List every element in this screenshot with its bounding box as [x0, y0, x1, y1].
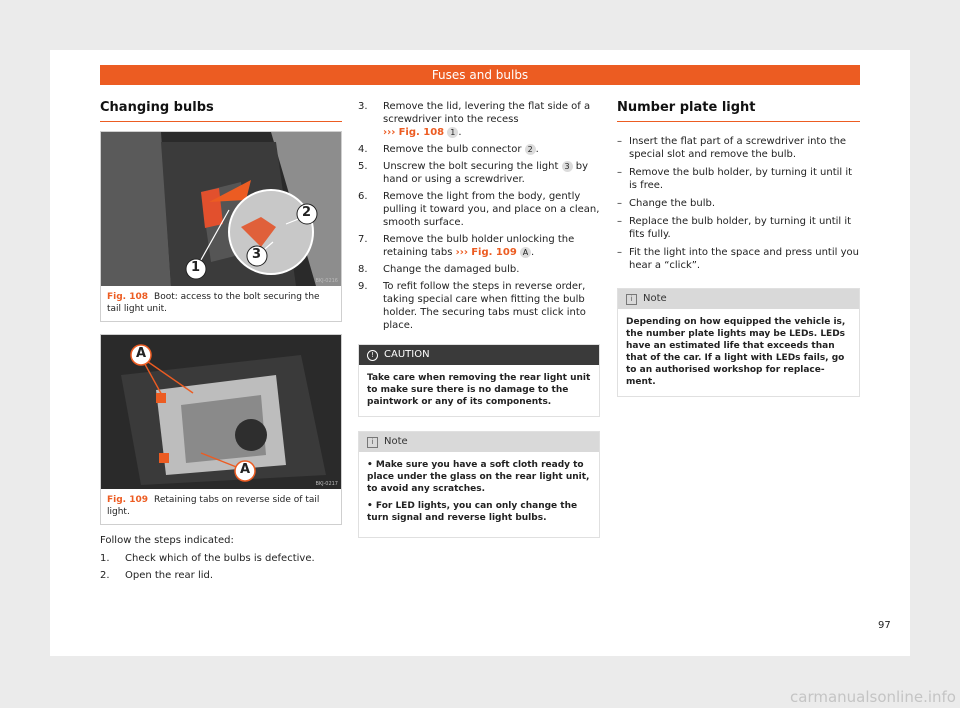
- callout-2: 2: [302, 205, 312, 220]
- step-item: [358, 233, 600, 259]
- cross-ref-arrow: ›››: [383, 127, 396, 138]
- callout-3: 3: [252, 247, 262, 262]
- step-text: Remove the lid, levering the flat side of a screwdriver into the recess: [383, 101, 591, 125]
- step-text: Remove the bulb holder unlocking the retaining tabs: [383, 234, 575, 258]
- step-number: 7.: [358, 234, 368, 245]
- page-number: 97: [878, 620, 891, 631]
- list-item-text: Fit the light into the space and press until you hear a “click”.: [629, 247, 859, 271]
- figure-108-image: [101, 132, 341, 286]
- watermark: carmanualsonline.info: [790, 688, 956, 706]
- dash-marker: –: [617, 247, 622, 258]
- figure-code: BKJ-0216: [315, 278, 338, 284]
- middle-column: [358, 100, 600, 538]
- callout-badge: 3: [562, 161, 573, 172]
- callout-a-bottom: A: [240, 462, 251, 477]
- callout-badge: A: [520, 247, 531, 258]
- note-item: [367, 500, 591, 524]
- caution-header: [359, 345, 599, 365]
- note-title: Note: [384, 436, 408, 447]
- section-title: Number plate light: [617, 100, 860, 122]
- callout-a-top: A: [136, 346, 147, 361]
- info-icon: i: [367, 437, 378, 448]
- steps-list-middle: [358, 100, 600, 332]
- list-item: [617, 166, 860, 192]
- list-item-text: Remove the bulb holder, by turning it until it is free.: [629, 167, 853, 191]
- step-item: [100, 552, 342, 565]
- step-item: [358, 143, 600, 156]
- figure-caption-text: Retaining tabs on reverse side of tail light.: [107, 495, 320, 517]
- note-item-text: Make sure you have a soft cloth ready to place under the glass on the rear light unit, to avoid any scratches.: [367, 460, 590, 494]
- caution-title: CAUTION: [384, 349, 430, 360]
- cross-ref-arrow: ›››: [455, 247, 469, 258]
- note-body: [359, 452, 599, 537]
- right-column: [617, 100, 860, 397]
- step-text: Remove the light from the body, gently pulling it toward you, and place on a clean, smooth surface.: [383, 191, 600, 228]
- note-box: [358, 431, 600, 538]
- step-end: .: [458, 127, 462, 138]
- caution-box: [358, 344, 600, 417]
- note-item: [367, 459, 591, 495]
- step-item: [358, 100, 600, 139]
- figure-108: [100, 131, 342, 322]
- step-end: .: [530, 247, 535, 258]
- figure-label: Fig. 109: [107, 495, 149, 505]
- step-number: 1.: [100, 553, 110, 564]
- step-text: Check which of the bulbs is defective.: [125, 553, 315, 564]
- callout-badge: 1: [447, 127, 458, 138]
- list-item-text: Change the bulb.: [629, 198, 716, 209]
- dash-marker: –: [617, 216, 622, 227]
- step-item: [100, 569, 342, 582]
- section-banner: Fuses and bulbs: [100, 65, 860, 85]
- step-end: by hand or using a screwdriver.: [383, 161, 589, 185]
- steps-list-left: [100, 552, 342, 582]
- step-item: [358, 160, 600, 186]
- figure-109-caption: [101, 489, 341, 524]
- dash-list: [617, 135, 860, 272]
- step-end: .: [535, 144, 539, 155]
- step-number: 2.: [100, 570, 110, 581]
- step-number: 5.: [358, 161, 368, 172]
- list-item-text: Insert the flat part of a screwdriver into the special slot and remove the bulb.: [629, 136, 847, 160]
- figure-code: BKJ-0217: [315, 481, 338, 487]
- bullet: •: [367, 460, 373, 470]
- step-item: [358, 190, 600, 229]
- callout-1: 1: [191, 260, 201, 275]
- dash-marker: –: [617, 167, 622, 178]
- list-item-text: Replace the bulb holder, by turning it until it fits fully.: [629, 216, 852, 240]
- warning-icon: !: [367, 350, 378, 361]
- step-number: 6.: [358, 191, 368, 202]
- figure-109: [100, 334, 342, 525]
- note-box: [617, 288, 860, 397]
- figure-reference-link[interactable]: Fig. 109: [471, 247, 517, 258]
- list-item: [617, 215, 860, 241]
- note-text: Depending on how equipped the vehicle is, the number plate lights may be LEDs. LEDs have an estimated life that exceeds than that of the car. If a light with LEDs fails, go to an authorised workshop for replace-ment.: [626, 317, 846, 387]
- step-text: Open the rear lid.: [125, 570, 214, 581]
- step-item: [358, 280, 600, 332]
- step-number: 8.: [358, 264, 368, 275]
- intro-text: Follow the steps indicated:: [100, 535, 234, 546]
- step-item: [358, 263, 600, 276]
- step-text: Unscrew the bolt securing the light: [383, 161, 559, 172]
- figure-109-image: [101, 335, 341, 489]
- step-text: Remove the bulb connector: [383, 144, 522, 155]
- note-item-text: For LED lights, you can only change the turn signal and reverse light bulbs.: [367, 501, 578, 523]
- caution-text: Take care when removing the rear light unit to make sure there is no damage to the paintwork or any of its components.: [367, 373, 591, 407]
- step-number: 4.: [358, 144, 368, 155]
- figure-reference-link[interactable]: Fig. 108: [398, 127, 445, 138]
- step-number: 3.: [358, 101, 368, 112]
- list-item: [617, 197, 860, 210]
- dash-marker: –: [617, 136, 622, 147]
- list-item: [617, 246, 860, 272]
- info-icon: i: [626, 294, 637, 305]
- step-number: 9.: [358, 281, 368, 292]
- list-item: [617, 135, 860, 161]
- figure-caption-text: Boot: access to the bolt securing the tail light unit.: [107, 292, 320, 314]
- dash-marker: –: [617, 198, 622, 209]
- figure-label: Fig. 108: [107, 292, 149, 302]
- note-header: [618, 289, 859, 309]
- step-text: To refit follow the steps in reverse order, taking special care when fitting the bulb holder. The securing tabs must click into place.: [383, 281, 586, 331]
- left-column: [100, 100, 342, 586]
- bullet: •: [367, 501, 373, 511]
- figure-108-caption: [101, 286, 341, 321]
- note-title: Note: [643, 293, 667, 304]
- section-title: Changing bulbs: [100, 100, 342, 122]
- note-header: [359, 432, 599, 452]
- step-text: Change the damaged bulb.: [383, 264, 520, 275]
- callout-badge: 2: [525, 144, 536, 155]
